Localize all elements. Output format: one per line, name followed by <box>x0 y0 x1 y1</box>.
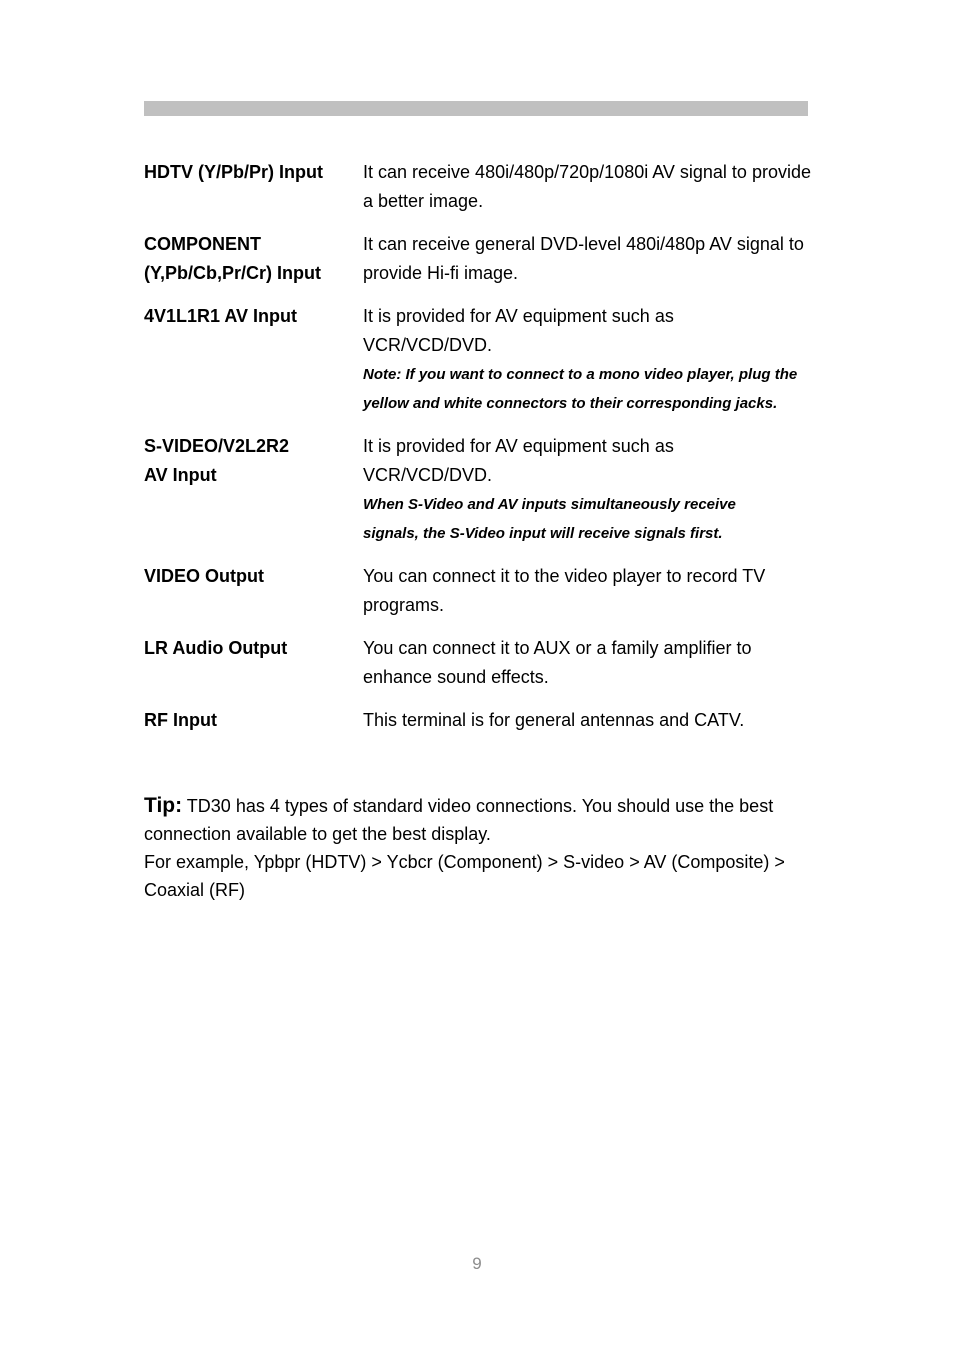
tip-text: TD30 has 4 types of standard video connections. You should use the best connection available to get the best display. <box>144 796 774 844</box>
spec-row-component <box>144 230 824 288</box>
spec-term <box>144 634 363 692</box>
tip-example: For example, Ypbpr (HDTV) > Ycbcr (Component) > S-video > AV (Composite) > Coaxial (RF) <box>144 852 785 900</box>
spec-term-line: AV Input <box>144 465 217 485</box>
spec-term <box>144 158 363 216</box>
spec-note: Note: If you want to connect to a mono video player, plug the yellow and white connectors to their corresponding jacks. <box>363 366 798 412</box>
spec-term <box>144 562 363 620</box>
spec-description <box>363 562 824 620</box>
page-number: 9 <box>472 1254 482 1273</box>
spec-term-line: COMPONENT <box>144 234 261 254</box>
spec-row-av-input <box>144 302 824 418</box>
spec-term-line: (Y,Pb/Cb,Pr/Cr) Input <box>144 263 321 283</box>
spec-description-text: It can receive 480i/480p/720p/1080i AV signal to provide a better image. <box>363 162 811 211</box>
spec-row-video-output <box>144 562 824 620</box>
spec-description-text: It is provided for AV equipment such as VCR/VCD/DVD. <box>363 306 674 355</box>
spec-description-text: It can receive general DVD-level 480i/480p AV signal to provide Hi-fi image. <box>363 234 804 283</box>
spec-description-text: You can connect it to the video player to record TV programs. <box>363 566 766 615</box>
spec-row-hdtv <box>144 158 824 216</box>
spec-term <box>144 432 363 548</box>
spec-term-line: RF Input <box>144 710 217 730</box>
spec-term-line: S-VIDEO/V2L2R2 <box>144 436 290 456</box>
spec-term <box>144 706 363 735</box>
spec-term-line: 4V1L1R1 AV Input <box>144 306 298 326</box>
spec-term-line: HDTV (Y/Pb/Pr) Input <box>144 162 323 182</box>
tip-paragraph <box>144 792 824 904</box>
spec-term <box>144 302 363 418</box>
spec-term-line: VIDEO Output <box>144 566 264 586</box>
spec-description-text: You can connect it to AUX or a family amplifier to enhance sound effects. <box>363 638 752 687</box>
spec-description-text: It is provided for AV equipment such as VCR/VCD/DVD. <box>363 436 674 485</box>
spec-description <box>363 634 824 692</box>
spec-description <box>363 230 824 288</box>
spec-description-text: This terminal is for general antennas and CATV. <box>363 710 745 730</box>
spec-description <box>363 302 824 418</box>
header-bar <box>144 101 808 116</box>
spec-row-s-video <box>144 432 824 548</box>
spec-description <box>363 706 824 735</box>
spec-term-line: LR Audio Output <box>144 638 288 658</box>
spec-term <box>144 230 363 288</box>
connection-spec-list <box>144 158 824 749</box>
spec-note: When S-Video and AV inputs simultaneously receive signals, the S-Video input will receive signals first. <box>363 496 736 542</box>
spec-row-lr-audio-output <box>144 634 824 692</box>
tip-label: Tip: <box>144 794 183 817</box>
spec-description <box>363 432 824 548</box>
spec-row-rf-input <box>144 706 824 735</box>
spec-description <box>363 158 824 216</box>
